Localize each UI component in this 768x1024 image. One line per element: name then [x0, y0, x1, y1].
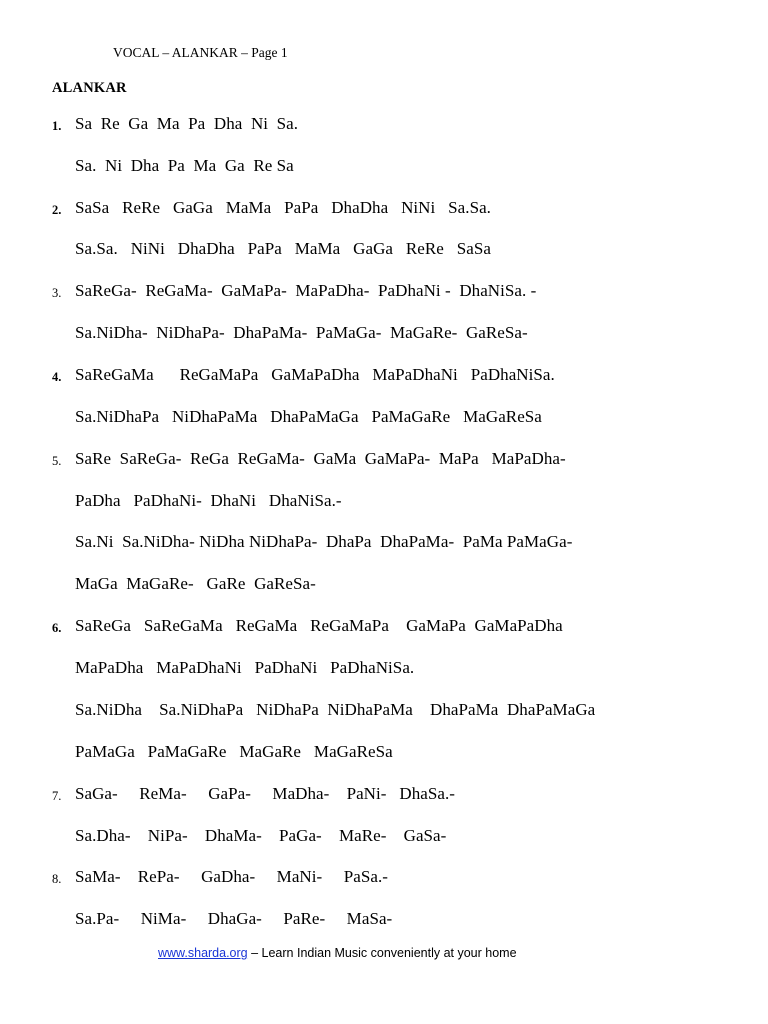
page-footer — [158, 946, 517, 960]
exercise-line: Sa.NiDha- NiDhaPa- DhaPaMa- PaMaGa- MaGaRe- GaReSa- — [75, 323, 528, 342]
section-title: ALANKAR — [52, 80, 127, 96]
exercise-number: 4. — [52, 370, 62, 384]
exercise-line: PaMaGa PaMaGaRe MaGaRe MaGaReSa — [75, 742, 393, 761]
exercise-number: 3. — [52, 286, 62, 300]
exercise-number: 7. — [52, 789, 62, 803]
exercise-line: Sa Re Ga Ma Pa Dha Ni Sa. — [75, 114, 299, 133]
exercise-number: 1. — [52, 119, 62, 133]
exercise-line: Sa.Dha- NiPa- DhaMa- PaGa- MaRe- GaSa- — [75, 826, 447, 845]
exercise-line: SaSa ReRe GaGa MaMa PaPa DhaDha NiNi Sa.Sa. — [75, 198, 491, 217]
page-header: VOCAL – ALANKAR – Page 1 — [113, 45, 288, 60]
exercise-line: SaGa- ReMa- GaPa- MaDha- PaNi- DhaSa.- — [75, 784, 455, 803]
exercise-line: SaReGaMa ReGaMaPa GaMaPaDha MaPaDhaNi PaDhaNiSa. — [75, 365, 555, 384]
exercise-line: SaRe SaReGa- ReGa ReGaMa- GaMa GaMaPa- MaPa MaPaDha- — [75, 449, 566, 468]
exercise-line: MaGa MaGaRe- GaRe GaReSa- — [75, 574, 316, 593]
exercise-line: Sa.Ni Sa.NiDha- NiDha NiDhaPa- DhaPa DhaPaMa- PaMa PaMaGa- — [75, 532, 573, 551]
exercise-line: Sa.Sa. NiNi DhaDha PaPa MaMa GaGa ReRe SaSa — [75, 239, 491, 258]
exercise-line: PaDha PaDhaNi- DhaNi DhaNiSa.- — [75, 491, 342, 510]
exercise-number: 2. — [52, 203, 62, 217]
website-link[interactable]: www.sharda.org — [158, 946, 248, 960]
exercise-line: Sa.NiDhaPa NiDhaPaMa DhaPaMaGa PaMaGaRe MaGaReSa — [75, 407, 542, 426]
exercise-number: 6. — [52, 621, 62, 635]
exercise-line: Sa.Pa- NiMa- DhaGa- PaRe- MaSa- — [75, 909, 393, 928]
exercise-line: SaReGa- ReGaMa- GaMaPa- MaPaDha- PaDhaNi - DhaNiSa. - — [75, 281, 537, 300]
footer-tagline: – Learn Indian Music conveniently at your home — [247, 946, 517, 960]
exercise-line: Sa.NiDha Sa.NiDhaPa NiDhaPa NiDhaPaMa DhaPaMa DhaPaMaGa — [75, 700, 596, 719]
exercise-line: MaPaDha MaPaDhaNi PaDhaNi PaDhaNiSa. — [75, 658, 415, 677]
exercise-line: Sa. Ni Dha Pa Ma Ga Re Sa — [75, 156, 294, 175]
exercise-line: SaReGa SaReGaMa ReGaMa ReGaMaPa GaMaPa GaMaPaDha — [75, 616, 563, 635]
exercise-line: SaMa- RePa- GaDha- MaNi- PaSa.- — [75, 867, 388, 886]
exercise-number: 5. — [52, 454, 62, 468]
exercise-number: 8. — [52, 872, 62, 886]
